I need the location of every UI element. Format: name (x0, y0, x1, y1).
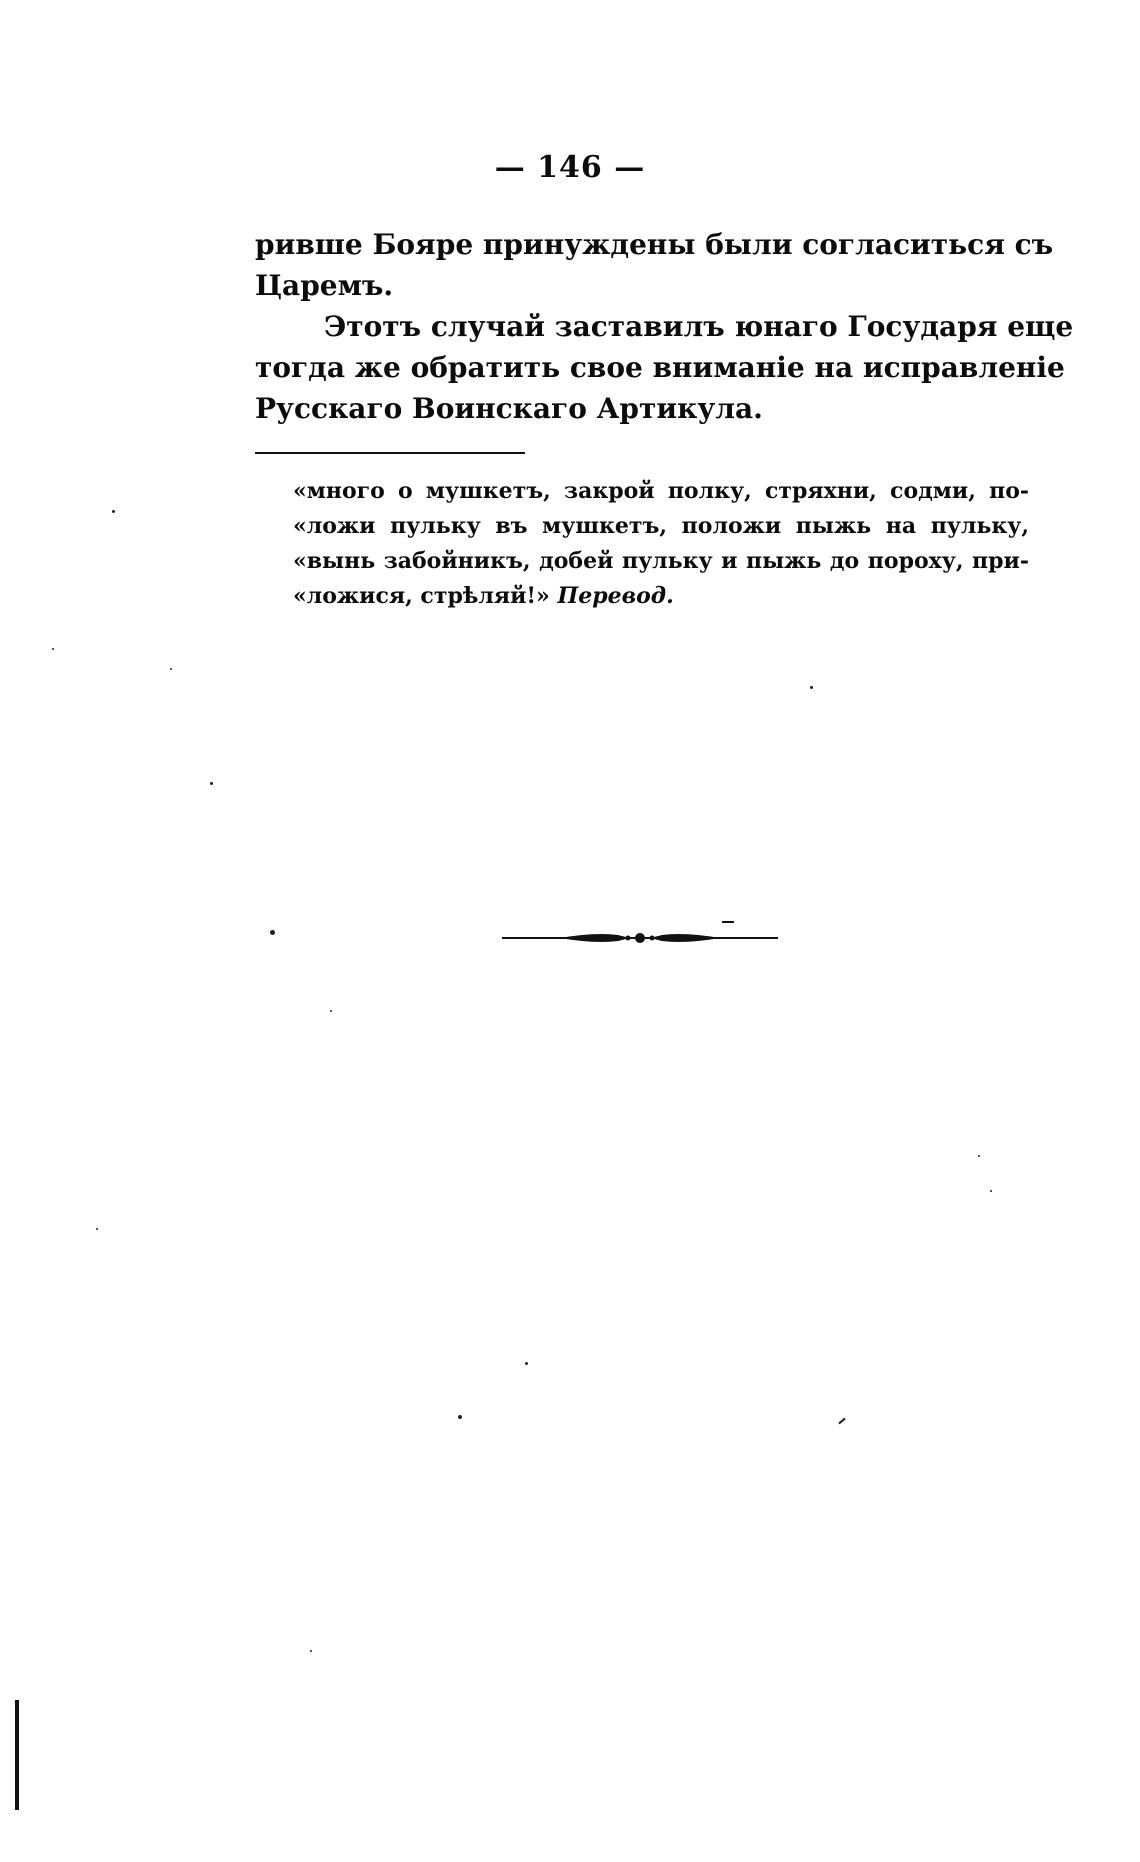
scan-speck (112, 510, 115, 513)
text-line: Этотъ случай заставилъ юнаго Государя еще (324, 310, 1074, 343)
ornament-divider-icon (500, 918, 780, 958)
scan-speck (330, 1010, 332, 1012)
footnote (293, 474, 1029, 614)
scan-speck (52, 648, 54, 650)
footnote-separator (255, 452, 525, 454)
scan-speck (810, 686, 813, 689)
footnote-line: «вынь забойникъ, добей пульку и пыжь до пороху, при- (293, 548, 1029, 574)
text-line: Русскаго Воинскаго Артикула. (255, 392, 763, 425)
footnote-line: «ложи пульку въ мушкетъ, положи пыжь на пульку, (293, 513, 1029, 539)
scan-speck (270, 930, 275, 935)
page-number: — 146 — (494, 150, 646, 185)
text-line: Царемъ. (255, 269, 394, 302)
scan-speck (525, 1362, 528, 1365)
text-line: ривше Бояре принуждены были согласиться съ (255, 228, 1054, 261)
footnote-line (293, 579, 1029, 614)
scan-speck (458, 1415, 462, 1419)
scan-speck (990, 1190, 992, 1192)
scan-speck (170, 668, 172, 670)
footnote-line: «много о мушкетъ, закрой полку, стряхни, содми, по- (293, 478, 1029, 504)
footnote-translator-note: Перевод. (557, 583, 674, 609)
main-text (255, 224, 1074, 429)
paragraph-1 (255, 224, 1054, 306)
scan-speck (96, 1228, 98, 1230)
footnote-quote-end: «ложися, стрѣляй!» (293, 583, 550, 609)
scan-speck (838, 1418, 845, 1425)
scan-speck (210, 782, 213, 785)
scan-speck (978, 1155, 980, 1157)
binding-edge-mark (15, 1700, 19, 1810)
paragraph-2 (255, 306, 1074, 429)
text-line: тогда же обратить свое вниманіе на исправленіе (255, 351, 1065, 384)
scan-speck (310, 1650, 312, 1652)
